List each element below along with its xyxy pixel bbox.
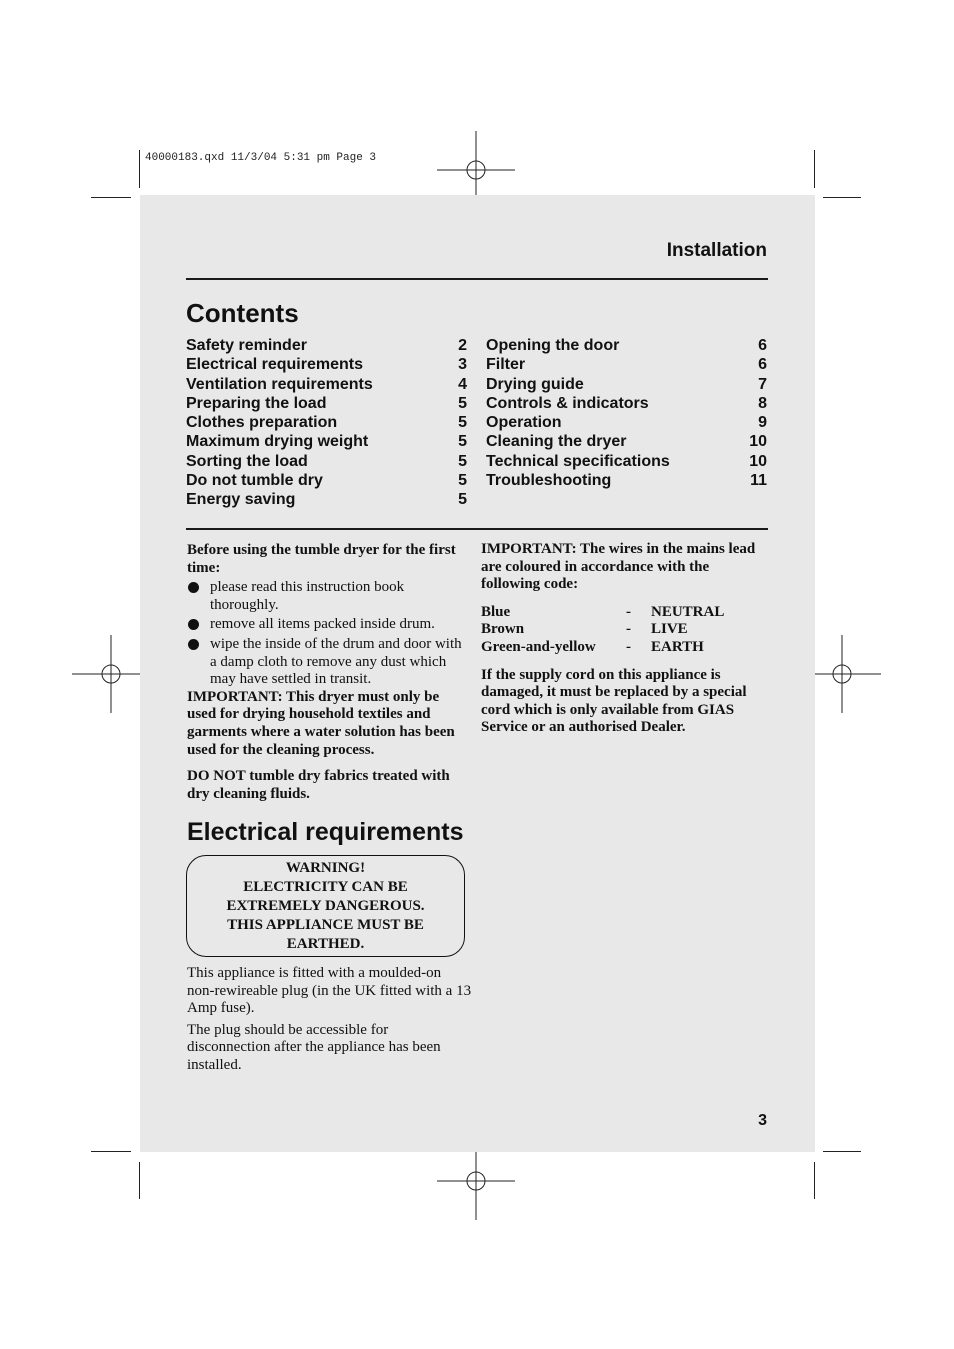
warning-line: THIS APPLIANCE MUST BE xyxy=(227,917,424,933)
toc-page: 11 xyxy=(750,472,767,490)
crop-mark xyxy=(139,1162,140,1199)
top-divider xyxy=(186,278,768,280)
list-item xyxy=(187,636,467,689)
crop-mark xyxy=(814,150,815,188)
bullet-icon xyxy=(188,582,199,593)
toc-label: Sorting the load xyxy=(186,452,308,470)
toc-label: Preparing the load xyxy=(186,394,327,412)
important-note: IMPORTANT: This dryer must only be used for drying household textiles and garments where a water solution has been used for the cleaning process. xyxy=(187,688,455,758)
toc-label: Ventilation requirements xyxy=(186,375,373,393)
toc-entry[interactable] xyxy=(186,375,467,394)
contents-title: Contents xyxy=(186,298,299,328)
toc-label: Cleaning the dryer xyxy=(486,433,627,451)
toc-entry[interactable] xyxy=(186,394,467,413)
electrical-body xyxy=(187,965,472,1075)
warning-line: EXTREMELY DANGEROUS. xyxy=(226,898,425,914)
toc-page: 7 xyxy=(758,375,767,393)
toc-label: Technical specifications xyxy=(486,452,670,470)
list-item xyxy=(187,616,467,634)
wire-dash: - xyxy=(626,603,631,620)
toc-page: 6 xyxy=(758,337,767,354)
toc-page: 8 xyxy=(758,394,767,412)
warning-line: EARTHED. xyxy=(286,936,365,952)
page-number: 3 xyxy=(758,1112,767,1129)
toc-page: 2 xyxy=(458,337,467,354)
toc-entry[interactable] xyxy=(186,413,467,432)
toc-label: Opening the door xyxy=(486,337,620,354)
toc-left-column xyxy=(186,336,467,510)
toc-label: Safety reminder xyxy=(186,337,307,354)
toc-label: Maximum drying weight xyxy=(186,433,369,451)
toc-entry[interactable] xyxy=(186,471,467,490)
warning-box xyxy=(186,855,465,957)
toc-page: 5 xyxy=(458,433,467,451)
bullet-icon xyxy=(188,619,199,630)
toc-label: Energy saving xyxy=(186,491,296,509)
bullet-text: please read this instruction book thoroughly. xyxy=(210,579,405,613)
registration-mark-icon xyxy=(72,635,150,713)
crop-mark xyxy=(139,150,140,188)
toc-label: Electrical requirements xyxy=(186,356,363,374)
table-row xyxy=(481,639,771,657)
toc-page: 10 xyxy=(749,433,767,451)
bullet-icon xyxy=(188,639,199,650)
list-item xyxy=(187,579,467,614)
toc-entry[interactable] xyxy=(486,413,767,432)
toc-entry[interactable] xyxy=(186,355,467,374)
wire-colour: Green-and-yellow xyxy=(481,638,596,655)
first-time-intro: Before using the tumble dryer for the first time: xyxy=(187,542,456,576)
bullet-text: wipe the inside of the drum and door with a damp cloth to remove any dust which may have settled in transit. xyxy=(210,635,462,688)
toc-page: 5 xyxy=(458,452,467,470)
toc-entry[interactable] xyxy=(486,394,767,413)
toc-label: Operation xyxy=(486,414,562,432)
wire-table xyxy=(481,604,771,657)
toc-label: Clothes preparation xyxy=(186,414,338,432)
crop-mark xyxy=(91,1151,131,1152)
crop-mark xyxy=(814,1162,815,1199)
wires-section xyxy=(481,541,771,737)
supply-cord-note: If the supply cord on this appliance is damaged, it must be replaced by a special cord which is only available from GIAS Service or an authorised Dealer. xyxy=(481,666,747,736)
wire-dash: - xyxy=(626,638,631,655)
toc-right-column xyxy=(486,336,767,490)
plug-paragraph: This appliance is fitted with a moulded-on non-rewireable plug (in the UK fitted with a 13 Amp fuse). xyxy=(187,965,472,1017)
toc-label: Do not tumble dry xyxy=(186,472,323,490)
toc-label: Filter xyxy=(486,356,526,374)
toc-page: 4 xyxy=(458,375,467,393)
wire-colour: Blue xyxy=(481,603,511,620)
page-panel xyxy=(140,195,815,1152)
toc-page: 9 xyxy=(758,414,767,432)
crop-mark xyxy=(91,197,131,198)
toc-page: 6 xyxy=(758,356,767,374)
wire-dash: - xyxy=(626,621,631,638)
crop-mark xyxy=(823,1151,861,1152)
toc-entry[interactable] xyxy=(486,375,767,394)
toc-label: Drying guide xyxy=(486,375,584,393)
toc-entry[interactable] xyxy=(486,471,767,490)
toc-entry[interactable] xyxy=(186,452,467,471)
table-row xyxy=(481,604,771,622)
wire-name: NEUTRAL xyxy=(651,603,725,620)
wire-colour: Brown xyxy=(481,621,525,638)
toc-entry[interactable] xyxy=(486,432,767,451)
do-not-note: DO NOT tumble dry fabrics treated with dry cleaning fluids. xyxy=(187,768,450,802)
first-time-section xyxy=(187,542,467,803)
toc-page: 5 xyxy=(458,472,467,490)
contents-divider xyxy=(186,528,768,530)
electrical-title: Electrical requirements xyxy=(187,818,464,846)
toc-page: 5 xyxy=(458,394,467,412)
section-header: Installation xyxy=(666,240,767,261)
toc-page: 5 xyxy=(458,414,467,432)
warning-line: ELECTRICITY CAN BE xyxy=(243,879,408,895)
toc-label: Controls & indicators xyxy=(486,394,649,412)
toc-entry[interactable] xyxy=(486,452,767,471)
table-row xyxy=(481,621,771,639)
toc-page: 5 xyxy=(458,491,467,509)
toc-entry[interactable] xyxy=(486,336,767,355)
toc-label: Troubleshooting xyxy=(486,472,612,490)
wire-name: LIVE xyxy=(651,621,688,638)
crop-mark xyxy=(823,197,861,198)
wire-name: EARTH xyxy=(651,638,704,655)
bullet-text: remove all items packed inside drum. xyxy=(210,616,435,633)
access-paragraph: The plug should be accessible for disconnection after the appliance has been installed. xyxy=(187,1021,441,1073)
printer-slug: 40000183.qxd 11/3/04 5:31 pm Page 3 xyxy=(145,152,377,164)
toc-page: 10 xyxy=(749,452,767,470)
toc-entry[interactable] xyxy=(486,355,767,374)
registration-mark-icon xyxy=(437,1142,515,1220)
toc-entry[interactable] xyxy=(186,432,467,451)
toc-entry[interactable] xyxy=(186,336,467,355)
wires-important: IMPORTANT: The wires in the mains lead are coloured in accordance with the following code: xyxy=(481,541,756,593)
toc-entry[interactable] xyxy=(186,490,467,509)
warning-line: WARNING! xyxy=(285,860,366,876)
toc-page: 3 xyxy=(458,356,467,374)
